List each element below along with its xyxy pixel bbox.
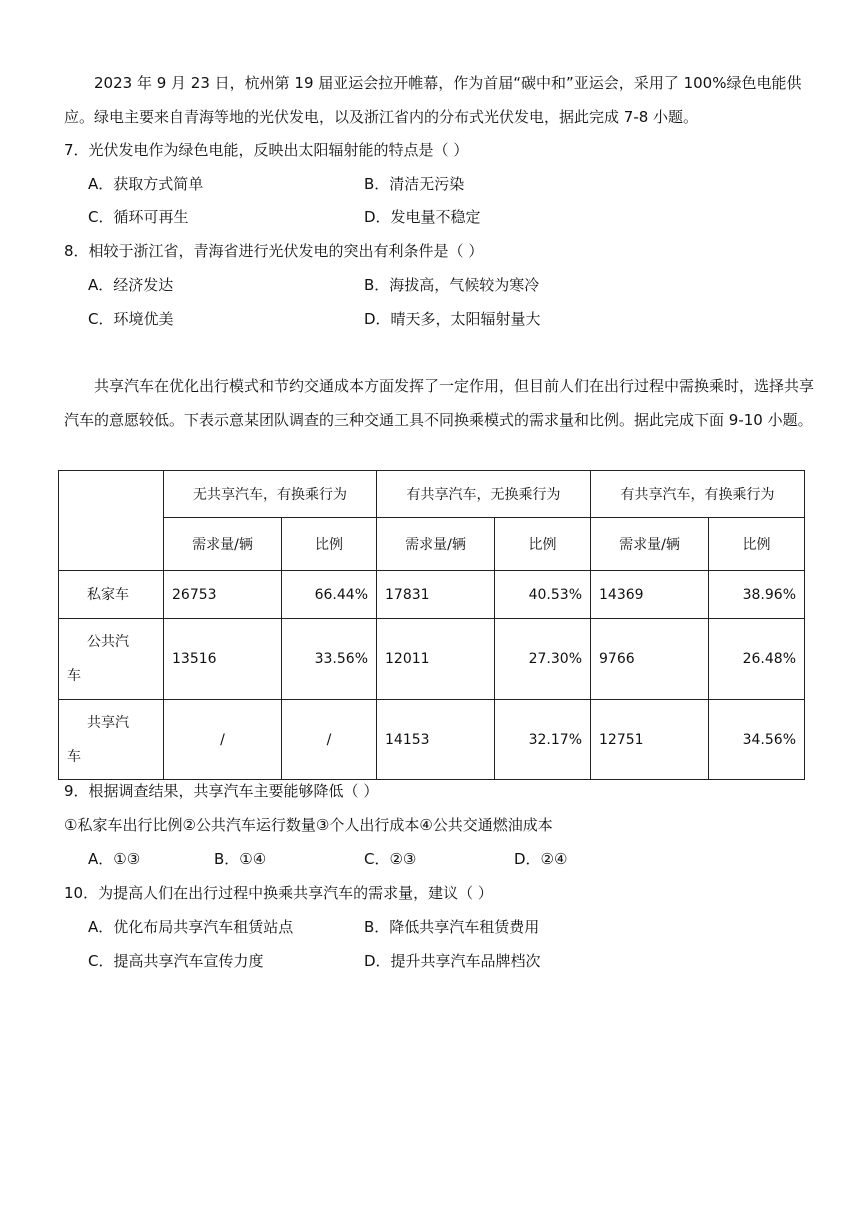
table-row-label: [59, 571, 164, 619]
table-cell: 66.44%: [282, 571, 377, 619]
table-cell: 17831: [377, 571, 495, 619]
table-subheader: 比例: [495, 518, 591, 571]
question-10-stem: 10．为提高人们在出行过程中换乘共享汽车的需求量，建议（ ）: [64, 884, 493, 902]
table-group-header-row: [59, 471, 805, 518]
table-cell: 26753: [164, 571, 282, 619]
table-subheader: 需求量/辆: [164, 518, 282, 571]
table-cell: 33.56%: [282, 619, 377, 700]
intro-paragraph-9-10: 共享汽车在优化出行模式和节约交通成本方面发挥了一定作用，但目前人们在出行过程中需换乘时，选择共享汽车的意愿较低。下表示意某团队调查的三种交通工具不同换乘模式的需求量和比例。据此完成下面 9-10 小题。: [64, 377, 815, 429]
table-row-label: [59, 700, 164, 780]
table-subheader: 需求量/辆: [377, 518, 495, 571]
table-cell: 14369: [591, 571, 709, 619]
table-row: [59, 571, 805, 619]
question-9-option-d: D．②④: [514, 850, 568, 868]
question-7-option-d: D．发电量不稳定: [364, 208, 481, 226]
table-subheader: 比例: [282, 518, 377, 571]
question-9-option-a: A．①③: [88, 850, 141, 868]
question-10-option-d: D．提升共享汽车品牌档次: [364, 952, 541, 970]
table-cell: 27.30%: [495, 619, 591, 700]
table-group-header: 有共享汽车，有换乘行为: [591, 471, 805, 518]
table-cell: 40.53%: [495, 571, 591, 619]
table-cell: 12751: [591, 700, 709, 780]
survey-table: [58, 470, 805, 780]
question-7-stem: 7．光伏发电作为绿色电能，反映出太阳辐射能的特点是（ ）: [64, 141, 469, 159]
table-cell: 26.48%: [709, 619, 805, 700]
intro-paragraph-7-8: 2023 年 9 月 23 日，杭州第 19 届亚运会拉开帷幕，作为首届“碳中和”亚运会，采用了 100%绿色电能供应。绿电主要来自青海等地的光伏发电，以及浙江省内的分布式光伏发电，据此完成 7-8 小题。: [64, 74, 802, 126]
question-10-option-a: A．优化布局共享汽车租赁站点: [88, 918, 294, 936]
question-9-items: ①私家车出行比例②公共汽车运行数量③个人出行成本④公共交通燃油成本: [64, 816, 553, 834]
question-7-option-a: A．获取方式简单: [88, 175, 204, 193]
question-8-option-b: B．海拔高，气候较为寒冷: [364, 276, 540, 294]
table-cell: 14153: [377, 700, 495, 780]
question-7-option-b: B．清洁无污染: [364, 175, 465, 193]
question-9-option-c: C．②③: [364, 850, 417, 868]
table-subheader-row: [59, 518, 805, 571]
row-label-line: 车: [67, 668, 81, 684]
row-label-line: 私家车: [87, 586, 129, 603]
question-8-stem: 8．相较于浙江省，青海省进行光伏发电的突出有利条件是（ ）: [64, 242, 484, 260]
question-8-option-a: A．经济发达: [88, 276, 174, 294]
question-8-option-c: C．环境优美: [88, 310, 174, 328]
table-corner-cell: [59, 471, 164, 571]
table-cell: 12011: [377, 619, 495, 700]
table-cell: 9766: [591, 619, 709, 700]
row-label-line: 共享汽: [87, 714, 129, 731]
question-8-option-d: D．晴天多，太阳辐射量大: [364, 310, 541, 328]
table-cell: /: [282, 700, 377, 780]
question-7-option-c: C．循环可再生: [88, 208, 189, 226]
table-cell: /: [164, 700, 282, 780]
table-cell: 34.56%: [709, 700, 805, 780]
question-9-stem: 9．根据调查结果，共享汽车主要能够降低（ ）: [64, 782, 379, 800]
question-10-option-c: C．提高共享汽车宣传力度: [88, 952, 264, 970]
table-cell: 38.96%: [709, 571, 805, 619]
table-group-header: 有共享汽车，无换乘行为: [377, 471, 591, 518]
table-subheader: 需求量/辆: [591, 518, 709, 571]
table-group-header: 无共享汽车，有换乘行为: [164, 471, 377, 518]
question-10-option-b: B．降低共享汽车租赁费用: [364, 918, 540, 936]
table-cell: 32.17%: [495, 700, 591, 780]
row-label-line: 车: [67, 748, 81, 765]
table-row-label: [59, 619, 164, 700]
table-row: [59, 619, 805, 700]
table-row: [59, 700, 805, 780]
table-cell: 13516: [164, 619, 282, 700]
table-subheader: 比例: [709, 518, 805, 571]
row-label-line: 公共汽: [87, 634, 129, 650]
question-9-option-b: B．①④: [214, 850, 267, 868]
